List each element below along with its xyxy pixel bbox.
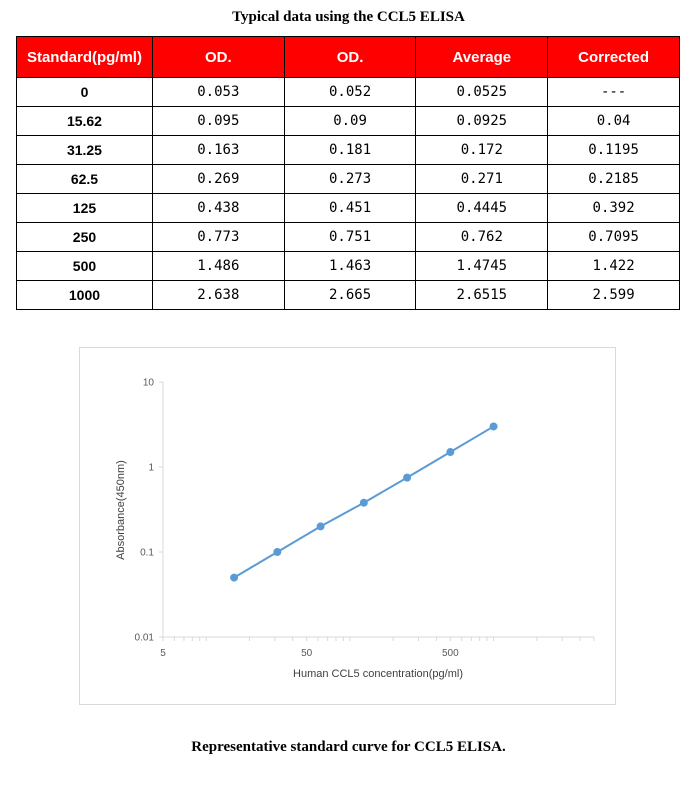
data-point: [490, 423, 497, 430]
data-point: [447, 449, 454, 456]
cell-average: 0.0925: [416, 107, 548, 136]
table-row: [17, 107, 680, 136]
y-tick-label: 1: [148, 462, 154, 474]
table-row: [17, 223, 680, 252]
cell-standard: 15.62: [17, 107, 153, 136]
chart-caption: Representative standard curve for CCL5 ELISA.: [191, 739, 506, 755]
cell-average: 0.762: [416, 223, 548, 252]
y-tick-label: 0.1: [140, 547, 154, 559]
cell-standard: 125: [17, 194, 153, 223]
data-point: [360, 499, 367, 506]
cell-average: 1.4745: [416, 252, 548, 281]
table-header-row: [17, 37, 680, 78]
cell-corrected: 2.599: [548, 281, 680, 310]
cell-od-1: 0.163: [152, 136, 284, 165]
table-row: [17, 281, 680, 310]
cell-corrected: 0.2185: [548, 165, 680, 194]
cell-od-2: 0.181: [284, 136, 416, 165]
tick-labels: [135, 378, 460, 660]
cell-od-2: 1.463: [284, 252, 416, 281]
cell-od-1: 0.053: [152, 78, 284, 107]
header-average: Average: [416, 37, 548, 78]
standard-curve-chart: [80, 348, 617, 706]
table-title: Typical data using the CCL5 ELISA: [232, 9, 465, 25]
data-point: [231, 574, 238, 581]
x-tick-label: 5: [160, 648, 166, 659]
table-row: [17, 165, 680, 194]
data-point: [404, 474, 411, 481]
y-tick-label: 0.01: [134, 632, 154, 644]
standard-data-table: [16, 36, 680, 310]
x-axis-title: Human CCL5 concentration(pg/ml): [293, 668, 463, 680]
data-point: [317, 523, 324, 530]
cell-od-2: 0.751: [284, 223, 416, 252]
axes: [163, 382, 594, 637]
chart-area: [79, 347, 616, 705]
cell-od-1: 0.269: [152, 165, 284, 194]
cell-od-1: 2.638: [152, 281, 284, 310]
cell-standard: 500: [17, 252, 153, 281]
cell-od-2: 0.09: [284, 107, 416, 136]
cell-corrected: 0.7095: [548, 223, 680, 252]
header-od-1: OD.: [152, 37, 284, 78]
cell-corrected: 0.392: [548, 194, 680, 223]
cell-corrected: 1.422: [548, 252, 680, 281]
cell-od-2: 0.451: [284, 194, 416, 223]
cell-average: 0.271: [416, 165, 548, 194]
cell-standard: 250: [17, 223, 153, 252]
cell-od-1: 0.773: [152, 223, 284, 252]
table-row: [17, 252, 680, 281]
table-row: [17, 136, 680, 165]
cell-standard: 62.5: [17, 165, 153, 194]
cell-average: 2.6515: [416, 281, 548, 310]
y-tick-label: 10: [142, 377, 154, 389]
cell-od-1: 0.095: [152, 107, 284, 136]
y-axis-title: Absorbance(450nm): [115, 460, 127, 560]
header-standard: Standard(pg/ml): [17, 37, 153, 78]
x-tick-label: 500: [441, 648, 459, 659]
x-tick-label: 50: [301, 648, 313, 659]
cell-corrected: 0.04: [548, 107, 680, 136]
cell-od-1: 0.438: [152, 194, 284, 223]
cell-od-2: 0.052: [284, 78, 416, 107]
cell-average: 0.4445: [416, 194, 548, 223]
cell-standard: 31.25: [17, 136, 153, 165]
cell-od-2: 0.273: [284, 165, 416, 194]
cell-standard: 1000: [17, 281, 153, 310]
cell-corrected: 0.1195: [548, 136, 680, 165]
cell-corrected: ---: [548, 78, 680, 107]
axis-ticks: [159, 382, 594, 641]
table-row: [17, 78, 680, 107]
cell-average: 0.0525: [416, 78, 548, 107]
cell-od-2: 2.665: [284, 281, 416, 310]
header-od-2: OD.: [284, 37, 416, 78]
cell-od-1: 1.486: [152, 252, 284, 281]
header-corrected: Corrected: [548, 37, 680, 78]
data-point: [274, 549, 281, 556]
table-row: [17, 194, 680, 223]
cell-average: 0.172: [416, 136, 548, 165]
cell-standard: 0: [17, 78, 153, 107]
data-series: [231, 423, 498, 581]
